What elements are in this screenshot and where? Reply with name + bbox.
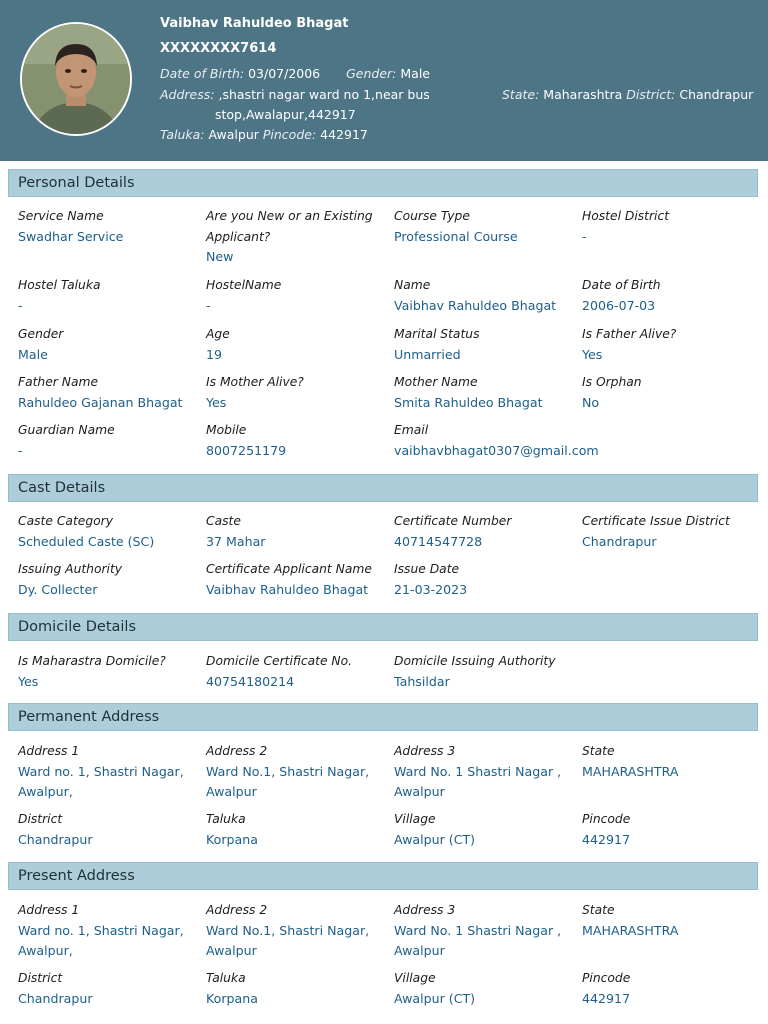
field-label: Is Maharastra Domicile? <box>18 654 166 668</box>
field-label: Address 2 <box>206 744 268 758</box>
field-value: Ward No.1, Shastri Nagar, Awalpur <box>206 763 370 799</box>
dob-value: 03/07/2006 <box>248 66 321 81</box>
avatar <box>20 22 132 136</box>
field-label: Course Type <box>394 209 470 223</box>
section-title: Personal Details <box>18 175 135 191</box>
field-permanent-address-2 <box>206 741 386 803</box>
field-permanent-address-1 <box>18 741 198 803</box>
field-label: Address 1 <box>18 744 80 758</box>
field-value: Yes <box>206 394 227 410</box>
field-value: Ward No. 1 Shastri Nagar , Awalpur <box>394 763 562 799</box>
field-guardian-name <box>18 420 198 461</box>
field-domicile-certificate-no <box>206 651 386 692</box>
field-permanent-state <box>582 741 762 782</box>
taluka-label: Taluka: <box>160 127 205 142</box>
field-label: Gender <box>18 327 64 341</box>
field-value: Korpana <box>206 990 258 1006</box>
address-line1: ,shastri nagar ward no 1,near bus <box>218 87 430 102</box>
taluka-value: Awalpur <box>208 127 259 142</box>
field-course-type <box>394 206 574 247</box>
applicant-id: XXXXXXXX7614 <box>160 41 277 56</box>
field-value: 40714547728 <box>394 533 483 549</box>
field-label: Address 2 <box>206 903 268 917</box>
field-label: Address 3 <box>394 744 456 758</box>
field-caste <box>206 511 386 552</box>
field-value: Korpana <box>206 831 258 847</box>
field-value: 40754180214 <box>206 673 295 689</box>
state-district-line <box>502 87 753 102</box>
field-value: MAHARASHTRA <box>582 922 679 938</box>
field-maharashtra-domicile <box>18 651 198 692</box>
field-marital-status <box>394 324 574 365</box>
field-hostel-taluka <box>18 275 198 316</box>
field-mother-alive <box>206 372 386 413</box>
section-title: Permanent Address <box>18 709 160 725</box>
field-value: Unmarried <box>394 346 461 362</box>
field-value: - <box>18 297 23 313</box>
section-title: Present Address <box>18 868 135 884</box>
field-value: MAHARASHTRA <box>582 763 679 779</box>
field-value: Yes <box>18 673 39 689</box>
field-value: Tahsildar <box>394 673 450 689</box>
field-value: New <box>206 249 234 264</box>
field-label: Pincode <box>582 812 631 826</box>
field-value: Ward No. 1 Shastri Nagar , Awalpur <box>394 922 562 958</box>
field-label: Is Orphan <box>582 375 642 389</box>
field-permanent-pincode <box>582 809 762 850</box>
gender-label: Gender: <box>346 66 397 81</box>
field-father-name <box>18 372 198 413</box>
field-label: Hostel Taluka <box>18 278 101 292</box>
district-value: Chandrapur <box>679 87 754 102</box>
field-hostel-district <box>582 206 762 247</box>
field-present-district <box>18 968 198 1009</box>
field-present-state <box>582 900 762 941</box>
field-permanent-district <box>18 809 198 850</box>
pincode-label: Pincode: <box>262 127 317 142</box>
field-email <box>394 420 694 461</box>
field-value: Chandrapur <box>18 990 93 1006</box>
profile-photo <box>22 24 130 134</box>
field-value: - <box>582 228 587 244</box>
field-value: Chandrapur <box>18 831 93 847</box>
field-age <box>206 324 386 365</box>
dob-label: Date of Birth: <box>160 66 245 81</box>
field-value: Swadhar Service <box>18 228 124 244</box>
field-present-village <box>394 968 574 1009</box>
field-present-taluka <box>206 968 386 1009</box>
field-permanent-taluka <box>206 809 386 850</box>
field-label: Name <box>394 278 431 292</box>
field-date-of-birth <box>582 275 762 316</box>
field-present-address-2 <box>206 900 386 962</box>
field-label: Address 1 <box>18 903 80 917</box>
field-value: Chandrapur <box>582 533 657 549</box>
field-label: Taluka <box>206 971 246 985</box>
field-present-pincode <box>582 968 762 1009</box>
field-label: Village <box>394 971 436 985</box>
profile-header <box>0 0 768 161</box>
field-service-name <box>18 206 198 247</box>
field-mobile <box>206 420 386 461</box>
field-value: Scheduled Caste (SC) <box>18 533 155 549</box>
field-label: Issuing Authority <box>18 562 123 576</box>
address-line <box>160 87 430 102</box>
field-value: Yes <box>582 346 603 362</box>
field-label: Certificate Issue District <box>582 514 730 528</box>
field-value: Dy. Collecter <box>18 581 98 597</box>
address-line2: stop,Awalapur,442917 <box>215 107 356 122</box>
personal-details-section-header <box>8 169 758 197</box>
field-label: Age <box>206 327 230 341</box>
state-label: State: <box>502 87 540 102</box>
cast-details-section-header <box>8 474 758 502</box>
field-label: Are you New or an Existing Applicant? <box>206 209 373 244</box>
field-label: State <box>582 903 615 917</box>
address-label: Address: <box>160 87 215 102</box>
field-label: Is Mother Alive? <box>206 375 304 389</box>
field-value: Smita Rahuldeo Bhagat <box>394 394 543 410</box>
field-gender <box>18 324 198 365</box>
field-label: Domicile Issuing Authority <box>394 654 556 668</box>
field-label: Village <box>394 812 436 826</box>
field-father-alive <box>582 324 762 365</box>
field-value: - <box>18 442 23 458</box>
field-label: Father Name <box>18 375 99 389</box>
field-label: Caste <box>206 514 241 528</box>
field-issue-date <box>394 559 574 600</box>
field-label: Guardian Name <box>18 423 115 437</box>
district-label: District: <box>626 87 676 102</box>
field-value: 37 Mahar <box>206 533 266 549</box>
section-title: Cast Details <box>18 480 106 496</box>
field-value: Vaibhav Rahuldeo Bhagat <box>206 581 369 597</box>
field-domicile-issuing-authority <box>394 651 574 692</box>
field-value: 8007251179 <box>206 442 287 458</box>
pincode-value: 442917 <box>320 127 368 142</box>
field-present-address-3 <box>394 900 574 962</box>
field-label: Hostel District <box>582 209 670 223</box>
field-value: Ward No.1, Shastri Nagar, Awalpur <box>206 922 370 958</box>
section-title: Domicile Details <box>18 619 137 635</box>
field-label: District <box>18 812 63 826</box>
field-value: Rahuldeo Gajanan Bhagat <box>18 394 183 410</box>
field-label: Certificate Number <box>394 514 512 528</box>
field-value: - <box>206 297 211 313</box>
field-value: 442917 <box>582 990 631 1006</box>
field-value: Male <box>18 346 48 362</box>
taluka-pincode-line <box>160 127 368 142</box>
field-label: Issue Date <box>394 562 460 576</box>
field-label: Taluka <box>206 812 246 826</box>
gender-value: Male <box>400 66 430 81</box>
field-permanent-address-3 <box>394 741 574 803</box>
field-label: Address 3 <box>394 903 456 917</box>
field-label: Is Father Alive? <box>582 327 677 341</box>
field-label: Domicile Certificate No. <box>206 654 353 668</box>
field-value: vaibhavbhagat0307@gmail.com <box>394 442 599 458</box>
field-label: District <box>18 971 63 985</box>
field-issuing-authority <box>18 559 198 600</box>
field-value: 2006-07-03 <box>582 297 656 313</box>
field-label: Date of Birth <box>582 278 661 292</box>
field-value: Ward no. 1, Shastri Nagar, Awalpur, <box>18 763 184 799</box>
field-present-address-1 <box>18 900 198 962</box>
present-address-section-header <box>8 862 758 890</box>
field-label: State <box>582 744 615 758</box>
field-value: Awalpur (CT) <box>394 990 476 1006</box>
field-certificate-issue-district <box>582 511 762 552</box>
field-value: Ward no. 1, Shastri Nagar, Awalpur, <box>18 922 184 958</box>
field-value: Vaibhav Rahuldeo Bhagat <box>394 297 557 313</box>
applicant-name: Vaibhav Rahuldeo Bhagat <box>160 16 349 31</box>
domicile-details-section-header <box>8 613 758 641</box>
field-label: Marital Status <box>394 327 480 341</box>
field-certificate-applicant-name <box>206 559 386 600</box>
field-label: Mother Name <box>394 375 478 389</box>
field-label: Service Name <box>18 209 104 223</box>
field-value: 442917 <box>582 831 631 847</box>
field-is-orphan <box>582 372 762 413</box>
field-value: 21-03-2023 <box>394 581 468 597</box>
field-label: Caste Category <box>18 514 113 528</box>
field-label: Certificate Applicant Name <box>206 562 372 576</box>
field-certificate-number <box>394 511 574 552</box>
permanent-address-section-header <box>8 703 758 731</box>
field-applicant-type <box>206 206 386 268</box>
field-permanent-village <box>394 809 574 850</box>
field-value: Awalpur (CT) <box>394 831 476 847</box>
field-mother-name <box>394 372 574 413</box>
field-label: Email <box>394 423 429 437</box>
field-label: Mobile <box>206 423 247 437</box>
field-caste-category <box>18 511 198 552</box>
field-label: HostelName <box>206 278 282 292</box>
field-value: No <box>582 394 600 410</box>
field-label: Pincode <box>582 971 631 985</box>
dob-gender-line <box>160 66 430 81</box>
field-value: Professional Course <box>394 228 518 244</box>
field-value: 19 <box>206 346 223 362</box>
field-hostel-name <box>206 275 386 316</box>
state-value: Maharashtra <box>543 87 623 102</box>
field-name <box>394 275 574 316</box>
